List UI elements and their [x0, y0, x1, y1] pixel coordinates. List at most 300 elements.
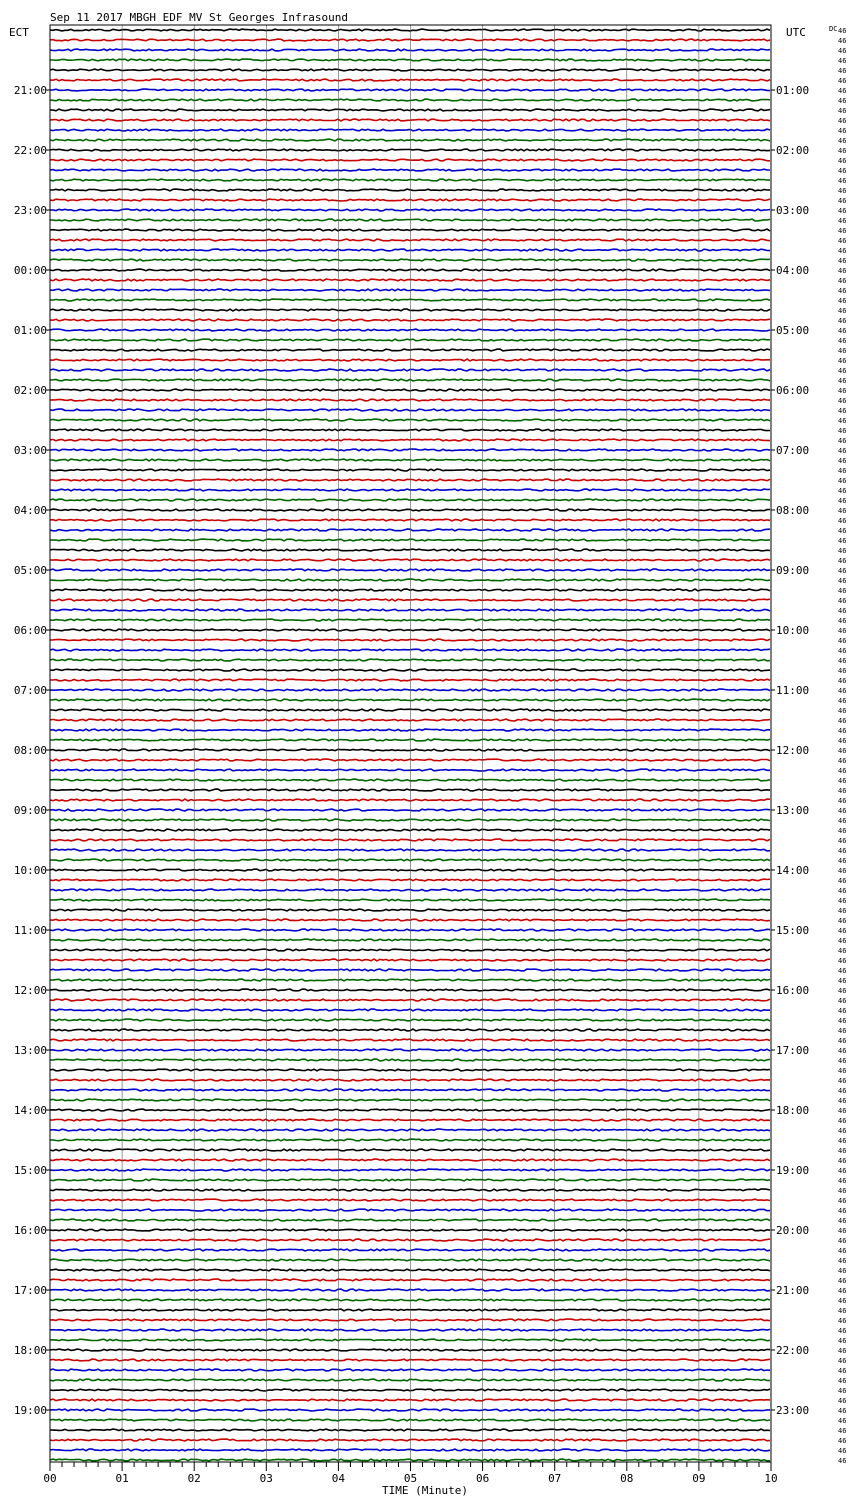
trace-scale-label: 46	[838, 337, 847, 345]
trace-line	[50, 1109, 770, 1111]
trace-line	[50, 1159, 770, 1161]
trace-scale-label: 46	[838, 1227, 847, 1235]
trace-line	[50, 1359, 770, 1361]
trace-scale-label: 46	[838, 1107, 847, 1115]
trace-scale-label: 46	[838, 467, 847, 475]
trace-scale-label: 46	[838, 997, 847, 1005]
trace-scale-label: 46	[838, 267, 847, 275]
trace-line	[50, 649, 770, 651]
trace-scale-label: 46	[838, 57, 847, 65]
left-hour-label: 16:00	[13, 1224, 47, 1237]
x-tick-label: 04	[331, 1472, 346, 1485]
trace-scale-label: 46	[838, 297, 847, 305]
trace-line	[50, 719, 770, 721]
trace-line	[50, 269, 770, 271]
trace-line	[50, 609, 770, 611]
trace-scale-label: 46	[838, 837, 847, 845]
trace-line	[50, 759, 770, 761]
trace-line	[50, 469, 770, 471]
trace-scale-label: 46	[838, 257, 847, 265]
trace-line	[50, 39, 770, 41]
left-hour-label: 09:00	[13, 804, 47, 817]
trace-scale-label: 46	[838, 767, 847, 775]
trace-scale-label: 46	[838, 987, 847, 995]
trace-scale-label: 46	[838, 357, 847, 365]
trace-line	[50, 879, 770, 881]
trace-line	[50, 99, 770, 101]
trace-line	[50, 819, 770, 821]
trace-line	[50, 409, 770, 411]
trace-line	[50, 1089, 770, 1091]
trace-scale-label: 46	[838, 537, 847, 545]
trace-line	[50, 1449, 770, 1451]
trace-line	[50, 839, 770, 841]
right-hour-label: 16:00	[776, 984, 810, 997]
x-tick-label: 06	[475, 1472, 490, 1485]
trace-scale-label: 46	[838, 347, 847, 355]
left-hour-label: 21:00	[13, 84, 47, 97]
trace-line	[50, 809, 770, 811]
trace-line	[50, 479, 770, 481]
trace-scale-label: 46	[838, 417, 847, 425]
trace-scale-label: 46	[838, 1337, 847, 1345]
trace-line	[50, 329, 770, 331]
trace-scale-label: 46	[838, 867, 847, 875]
trace-line	[50, 1079, 770, 1081]
trace-scale-label: 46	[838, 137, 847, 145]
trace-line	[50, 539, 770, 541]
trace-scale-label: 46	[838, 627, 847, 635]
traces-layer	[50, 29, 770, 1461]
trace-line	[50, 1059, 770, 1061]
trace-line	[50, 1219, 770, 1221]
trace-line	[50, 499, 770, 501]
left-hour-label: 03:00	[13, 444, 47, 457]
x-axis-title: TIME (Minute)	[381, 1484, 469, 1497]
trace-scale-label: 46	[838, 547, 847, 555]
plot-title: Sep 11 2017 MBGH EDF MV St Georges Infrasound	[50, 11, 349, 24]
left-timezone-label: ECT	[9, 26, 29, 39]
trace-scale-label: 46	[838, 1037, 847, 1045]
trace-line	[50, 489, 770, 491]
trace-line	[50, 739, 770, 741]
left-hour-label: 00:00	[13, 264, 47, 277]
trace-line	[50, 299, 770, 301]
trace-line	[50, 389, 770, 391]
trace-scale-label: 46	[838, 1377, 847, 1385]
trace-scale-label: 46	[838, 857, 847, 865]
trace-line	[50, 429, 770, 431]
trace-line	[50, 1179, 770, 1181]
trace-scale-label: 46	[838, 687, 847, 695]
trace-scale-label: 46	[838, 607, 847, 615]
trace-line	[50, 579, 770, 581]
trace-line	[50, 929, 770, 931]
trace-scale-label: 46	[838, 527, 847, 535]
left-hour-label: 06:00	[13, 624, 47, 637]
trace-scale-label: 46	[838, 1317, 847, 1325]
x-tick-label: 03	[259, 1472, 273, 1485]
trace-scale-label: 46	[838, 477, 847, 485]
trace-scale-label: 46	[838, 1187, 847, 1195]
trace-scale-label: 46	[838, 677, 847, 685]
trace-line	[50, 399, 770, 401]
trace-scale-label: 46	[838, 1277, 847, 1285]
trace-scale-label: 46	[838, 1127, 847, 1135]
trace-scale-label: 46	[838, 817, 847, 825]
trace-scale-label: 46	[838, 1057, 847, 1065]
trace-line	[50, 1229, 770, 1231]
trace-line	[50, 89, 770, 91]
trace-scale-label: 46	[838, 317, 847, 325]
trace-line	[50, 439, 770, 441]
trace-scale-label: 46	[838, 27, 847, 35]
trace-line	[50, 1129, 770, 1131]
x-tick-label: 02	[187, 1472, 201, 1485]
trace-line	[50, 169, 770, 171]
trace-line	[50, 139, 770, 141]
trace-scale-label: 46	[838, 1347, 847, 1355]
trace-line	[50, 979, 770, 981]
trace-scale-label: 46	[838, 737, 847, 745]
trace-line	[50, 779, 770, 781]
trace-scale-label: 46	[838, 617, 847, 625]
trace-scale-label: 46	[838, 427, 847, 435]
trace-scale-label: 46	[838, 147, 847, 155]
x-tick-label: 10	[764, 1472, 778, 1485]
trace-scale-label: 46	[838, 447, 847, 455]
left-hour-label: 17:00	[13, 1284, 47, 1297]
trace-line	[50, 699, 770, 701]
trace-scale-label: 46	[838, 1267, 847, 1275]
trace-line	[50, 799, 770, 801]
right-hour-label: 22:00	[776, 1344, 810, 1357]
left-hour-label: 01:00	[13, 324, 47, 337]
left-hour-label: 13:00	[13, 1044, 47, 1057]
trace-line	[50, 709, 770, 711]
trace-line	[50, 459, 770, 461]
trace-line	[50, 199, 770, 201]
trace-scale-label: 46	[838, 507, 847, 515]
trace-scale-label: 46	[838, 777, 847, 785]
trace-scale-label: 46	[838, 177, 847, 185]
trace-line	[50, 319, 770, 321]
trace-scale-label: 46	[838, 907, 847, 915]
right-hour-label: 17:00	[776, 1044, 810, 1057]
trace-scale-label: 46	[838, 967, 847, 975]
trace-scale-label: 46	[838, 727, 847, 735]
trace-scale-label: 46	[838, 1117, 847, 1125]
trace-scale-label: 46	[838, 487, 847, 495]
trace-scale-label: 46	[838, 717, 847, 725]
trace-scale-label: 46	[838, 947, 847, 955]
left-hour-label: 11:00	[13, 924, 47, 937]
trace-scale-label: 46	[838, 917, 847, 925]
trace-scale-label: 46	[838, 787, 847, 795]
trace-scale-label: 46	[838, 167, 847, 175]
trace-line	[50, 1119, 770, 1121]
trace-line	[50, 49, 770, 51]
trace-scale-label: 46	[838, 567, 847, 575]
left-hour-label: 18:00	[13, 1344, 47, 1357]
trace-scale-label: 46	[838, 927, 847, 935]
right-hour-label: 20:00	[776, 1224, 810, 1237]
trace-scale-label: 46	[838, 77, 847, 85]
trace-scale-label: 46	[838, 1097, 847, 1105]
trace-line	[50, 889, 770, 891]
right-hour-label: 21:00	[776, 1284, 810, 1297]
trace-line	[50, 1099, 770, 1101]
trace-line	[50, 1199, 770, 1201]
trace-scale-label: 46	[838, 877, 847, 885]
trace-line	[50, 1349, 770, 1351]
trace-line	[50, 679, 770, 681]
trace-scale-label: 46	[838, 647, 847, 655]
trace-line	[50, 159, 770, 161]
trace-scale-label: 46	[838, 307, 847, 315]
trace-line	[50, 869, 770, 871]
trace-scale-label: 46	[838, 87, 847, 95]
right-hour-label: 13:00	[776, 804, 810, 817]
trace-line	[50, 1439, 770, 1441]
trace-line	[50, 599, 770, 601]
right-hour-label: 05:00	[776, 324, 810, 337]
trace-scale-label: 46	[838, 217, 847, 225]
left-hour-label: 04:00	[13, 504, 47, 517]
right-hour-label: 19:00	[776, 1164, 810, 1177]
trace-scale-label: 46	[838, 1327, 847, 1335]
trace-scale-label: 46	[838, 157, 847, 165]
trace-line	[50, 639, 770, 641]
trace-line	[50, 1389, 770, 1391]
trace-line	[50, 1329, 770, 1331]
trace-scale-label: 46	[838, 1007, 847, 1015]
right-hour-label: 18:00	[776, 1104, 810, 1117]
labels-layer	[14, 27, 847, 1485]
trace-scale-label: 46	[838, 1027, 847, 1035]
trace-line	[50, 529, 770, 531]
trace-scale-label: 46	[838, 1387, 847, 1395]
trace-scale-label: 46	[838, 667, 847, 675]
trace-scale-label: 46	[838, 887, 847, 895]
right-hour-label: 01:00	[776, 84, 810, 97]
left-hour-label: 23:00	[13, 204, 47, 217]
trace-scale-label: 46	[838, 657, 847, 665]
trace-line	[50, 1189, 770, 1191]
trace-scale-label: 46	[838, 327, 847, 335]
trace-scale-label: 46	[838, 1307, 847, 1315]
trace-line	[50, 289, 770, 291]
trace-line	[50, 1419, 770, 1421]
trace-line	[50, 129, 770, 131]
trace-scale-label: 46	[838, 1137, 847, 1145]
trace-scale-label: 46	[838, 97, 847, 105]
trace-scale-label: 46	[838, 247, 847, 255]
trace-line	[50, 1149, 770, 1151]
trace-line	[50, 249, 770, 251]
trace-line	[50, 589, 770, 591]
trace-line	[50, 1259, 770, 1261]
trace-line	[50, 379, 770, 381]
left-hour-label: 08:00	[13, 744, 47, 757]
x-tick-label: 08	[620, 1472, 634, 1485]
trace-line	[50, 1249, 770, 1251]
left-hour-label: 15:00	[13, 1164, 47, 1177]
trace-scale-label: 46	[838, 397, 847, 405]
trace-line	[50, 959, 770, 961]
trace-scale-label: 46	[838, 1297, 847, 1305]
right-hour-label: 09:00	[776, 564, 810, 577]
trace-scale-label: 46	[838, 287, 847, 295]
trace-scale-label: 46	[838, 797, 847, 805]
trace-line	[50, 1409, 770, 1411]
trace-line	[50, 219, 770, 221]
trace-scale-label: 46	[838, 597, 847, 605]
trace-scale-label: 46	[838, 1077, 847, 1085]
right-hour-label: 08:00	[776, 504, 810, 517]
x-tick-label: 09	[692, 1472, 706, 1485]
trace-scale-label: 46	[838, 237, 847, 245]
trace-line	[50, 69, 770, 71]
trace-scale-label: 46	[838, 1447, 847, 1455]
trace-line	[50, 239, 770, 241]
trace-scale-label: 46	[838, 827, 847, 835]
trace-scale-label: 46	[838, 377, 847, 385]
trace-scale-label: 46	[838, 107, 847, 115]
trace-scale-label: 46	[838, 117, 847, 125]
trace-line	[50, 629, 770, 631]
right-hour-label: 23:00	[776, 1404, 810, 1417]
dc-label: DC	[829, 25, 838, 33]
trace-line	[50, 909, 770, 911]
right-hour-label: 15:00	[776, 924, 810, 937]
trace-line	[50, 899, 770, 901]
right-timezone-label: UTC	[786, 26, 806, 39]
trace-line	[50, 259, 770, 261]
trace-line	[50, 509, 770, 511]
trace-scale-label: 46	[838, 587, 847, 595]
trace-line	[50, 1069, 770, 1071]
trace-line	[50, 1369, 770, 1371]
left-hour-label: 14:00	[13, 1104, 47, 1117]
trace-scale-label: 46	[838, 47, 847, 55]
trace-scale-label: 46	[838, 1017, 847, 1025]
right-hour-label: 12:00	[776, 744, 810, 757]
right-hour-label: 07:00	[776, 444, 810, 457]
trace-scale-label: 46	[838, 1427, 847, 1435]
trace-scale-label: 46	[838, 697, 847, 705]
right-hour-label: 11:00	[776, 684, 810, 697]
trace-scale-label: 46	[838, 1407, 847, 1415]
trace-scale-label: 46	[838, 847, 847, 855]
trace-line	[50, 1039, 770, 1041]
trace-scale-label: 46	[838, 1147, 847, 1155]
trace-scale-label: 46	[838, 207, 847, 215]
trace-scale-label: 46	[838, 37, 847, 45]
trace-line	[50, 1339, 770, 1341]
trace-line	[50, 789, 770, 791]
trace-scale-label: 46	[838, 367, 847, 375]
trace-line	[50, 279, 770, 281]
trace-scale-label: 46	[838, 437, 847, 445]
trace-line	[50, 769, 770, 771]
trace-line	[50, 829, 770, 831]
right-hour-label: 03:00	[776, 204, 810, 217]
trace-scale-label: 46	[838, 747, 847, 755]
trace-scale-label: 46	[838, 517, 847, 525]
right-hour-label: 06:00	[776, 384, 810, 397]
trace-scale-label: 46	[838, 957, 847, 965]
trace-scale-label: 46	[838, 497, 847, 505]
trace-line	[50, 309, 770, 311]
trace-line	[50, 569, 770, 571]
trace-scale-label: 46	[838, 1397, 847, 1405]
trace-scale-label: 46	[838, 1177, 847, 1185]
trace-line	[50, 1139, 770, 1141]
trace-line	[50, 1029, 770, 1031]
trace-line	[50, 149, 770, 151]
trace-line	[50, 1019, 770, 1021]
trace-scale-label: 46	[838, 977, 847, 985]
x-tick-label: 00	[43, 1472, 57, 1485]
trace-scale-label: 46	[838, 227, 847, 235]
trace-line	[50, 999, 770, 1001]
trace-scale-label: 46	[838, 67, 847, 75]
trace-scale-label: 46	[838, 1157, 847, 1165]
x-tick-label: 07	[548, 1472, 562, 1485]
trace-line	[50, 109, 770, 111]
trace-scale-label: 46	[838, 127, 847, 135]
trace-line	[50, 1049, 770, 1051]
trace-line	[50, 79, 770, 81]
left-hour-label: 02:00	[13, 384, 47, 397]
trace-scale-label: 46	[838, 1357, 847, 1365]
trace-line	[50, 1429, 770, 1431]
trace-scale-label: 46	[838, 557, 847, 565]
trace-scale-label: 46	[838, 1217, 847, 1225]
trace-line	[50, 339, 770, 341]
trace-line	[50, 359, 770, 361]
trace-line	[50, 659, 770, 661]
trace-line	[50, 549, 770, 551]
trace-scale-label: 46	[838, 757, 847, 765]
trace-scale-label: 46	[838, 407, 847, 415]
trace-line	[50, 209, 770, 211]
trace-line	[50, 749, 770, 751]
trace-scale-label: 46	[838, 1087, 847, 1095]
left-hour-label: 07:00	[13, 684, 47, 697]
trace-line	[50, 1209, 770, 1211]
trace-line	[50, 1379, 770, 1381]
trace-scale-label: 46	[838, 1417, 847, 1425]
left-hour-label: 19:00	[13, 1404, 47, 1417]
trace-line	[50, 59, 770, 61]
trace-line	[50, 969, 770, 971]
trace-line	[50, 1309, 770, 1311]
trace-scale-label: 46	[838, 1457, 847, 1465]
trace-line	[50, 449, 770, 451]
trace-scale-label: 46	[838, 277, 847, 285]
trace-line	[50, 669, 770, 671]
trace-scale-label: 46	[838, 897, 847, 905]
x-tick-label: 05	[403, 1472, 418, 1485]
trace-line	[50, 1299, 770, 1301]
trace-scale-label: 46	[838, 387, 847, 395]
left-hour-label: 10:00	[13, 864, 47, 877]
left-hour-label: 22:00	[13, 144, 47, 157]
trace-scale-label: 46	[838, 1207, 847, 1215]
left-hour-label: 12:00	[13, 984, 47, 997]
